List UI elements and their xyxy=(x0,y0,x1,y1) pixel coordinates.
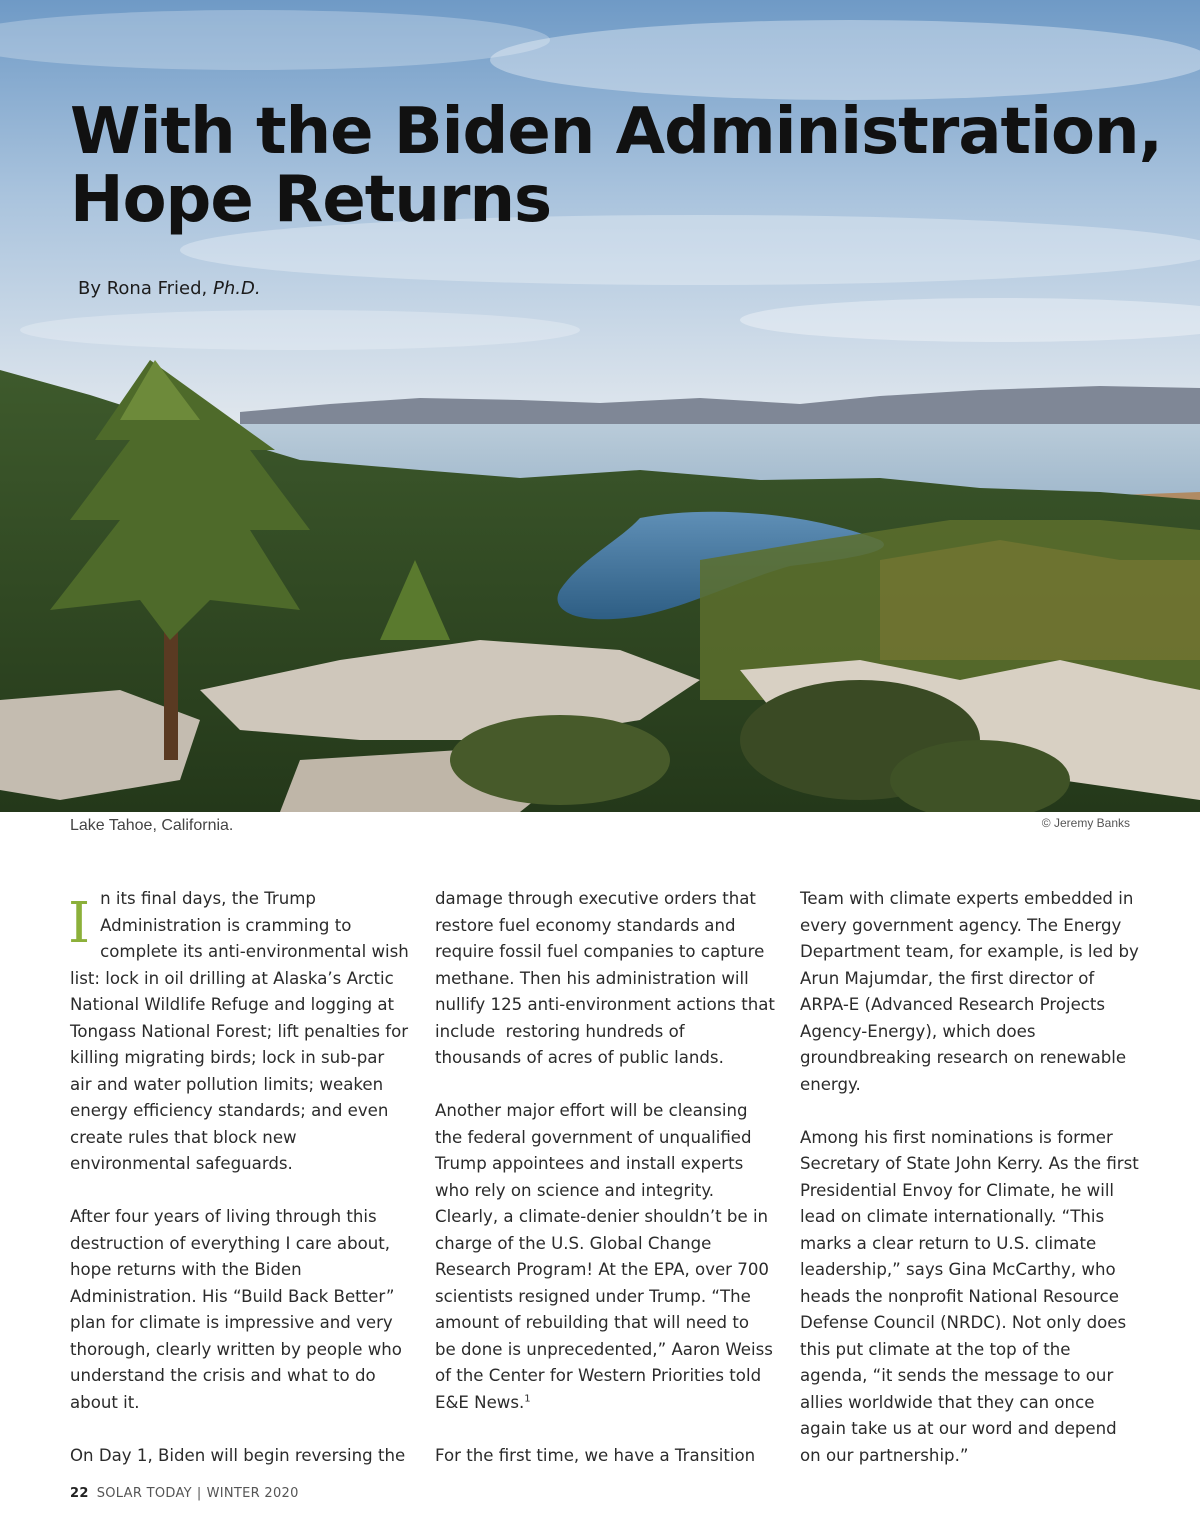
paragraph-5-cont: Team with climate experts embedded in every government agency. The Energy Department team, for example, is led by Arun Majumdar, the first director of ARPA-E (Advanced Research Projects Agency-Energy), which does groundbreaking research on renewable energy. xyxy=(800,889,1139,1094)
article-title xyxy=(70,95,1162,237)
paragraph-1-text: n its final days, the Trump Administration is cramming to complete its anti-environmental wish list: lock in oil drilling at Alaska’s Arctic National Wildlife Refuge and logging at Tongass National Forest; lift penalties for killing migrating birds; lock in sub-par air and water pollution limits; weaken energy efficiency standards; and even create rules that block new environmental safeguards. xyxy=(70,889,409,1173)
paragraph-3-start: On Day 1, Biden will begin reversing the xyxy=(70,1445,406,1465)
column-3 xyxy=(800,886,1140,1496)
byline xyxy=(78,278,261,299)
byline-author: By Rona Fried, xyxy=(78,278,208,299)
column-2 xyxy=(435,886,775,1496)
photo-credit: © Jeremy Banks xyxy=(1041,816,1130,830)
title-line-2: Hope Returns xyxy=(70,163,552,237)
paragraph-5-start: For the first time, we have a Transition xyxy=(435,1445,756,1465)
title-line-1: With the Biden Administration, xyxy=(70,95,1162,169)
paragraph-2: After four years of living through this destruction of everything I care about, hope returns with the Biden Administration. His “Build Back Better” plan for climate is impressive and very thorough, clearly written by people who understand the crisis and what to do about it. xyxy=(70,1207,402,1412)
footer-separator: | xyxy=(196,1486,202,1501)
paragraph-4-text: Another major effort will be cleansing the federal government of unqualified Trump appointees and install experts who rely on science and integrity. Clearly, a climate-denier shouldn’t be in charge of the U.S. Global Change Research Program! At the EPA, over 700 scientists resigned under Trump. “The amount of rebuilding that will need to be done is unprecedented,” Aaron Weiss of the Center for Western Priorities told E&E News. xyxy=(435,1101,773,1412)
paragraph-3-cont: damage through executive orders that restore fuel economy standards and require fossil fuel companies to capture methane. Then his administration will nullify 125 anti-environment actions that include restoring hundreds of thousands of acres of public lands. xyxy=(435,889,775,1067)
photo-caption: Lake Tahoe, California. xyxy=(70,817,234,834)
footnote-marker: 1 xyxy=(524,1392,531,1404)
byline-degree: Ph.D. xyxy=(213,278,261,299)
page-number: 22 xyxy=(70,1486,89,1501)
page-footer xyxy=(70,1486,299,1501)
column-1 xyxy=(70,886,410,1496)
paragraph-1 xyxy=(70,886,410,1178)
drop-cap: I xyxy=(68,891,91,956)
publication-name: SOLAR TODAY xyxy=(96,1486,192,1501)
paragraph-4 xyxy=(435,1098,775,1416)
paragraph-6: Among his first nominations is former Secretary of State John Kerry. As the first Presidential Envoy for Climate, he will lead on climate internationally. “This marks a clear return to U.S. climate leadership,” says Gina McCarthy, who heads the nonprofit National Resource Defense Council (NRDC). Not only does this put climate at the top of the agenda, “it sends the message to our allies worldwide that they can once again take us at our word and depend on our partnership.” xyxy=(800,1127,1139,1465)
issue-label: WINTER 2020 xyxy=(206,1486,299,1501)
